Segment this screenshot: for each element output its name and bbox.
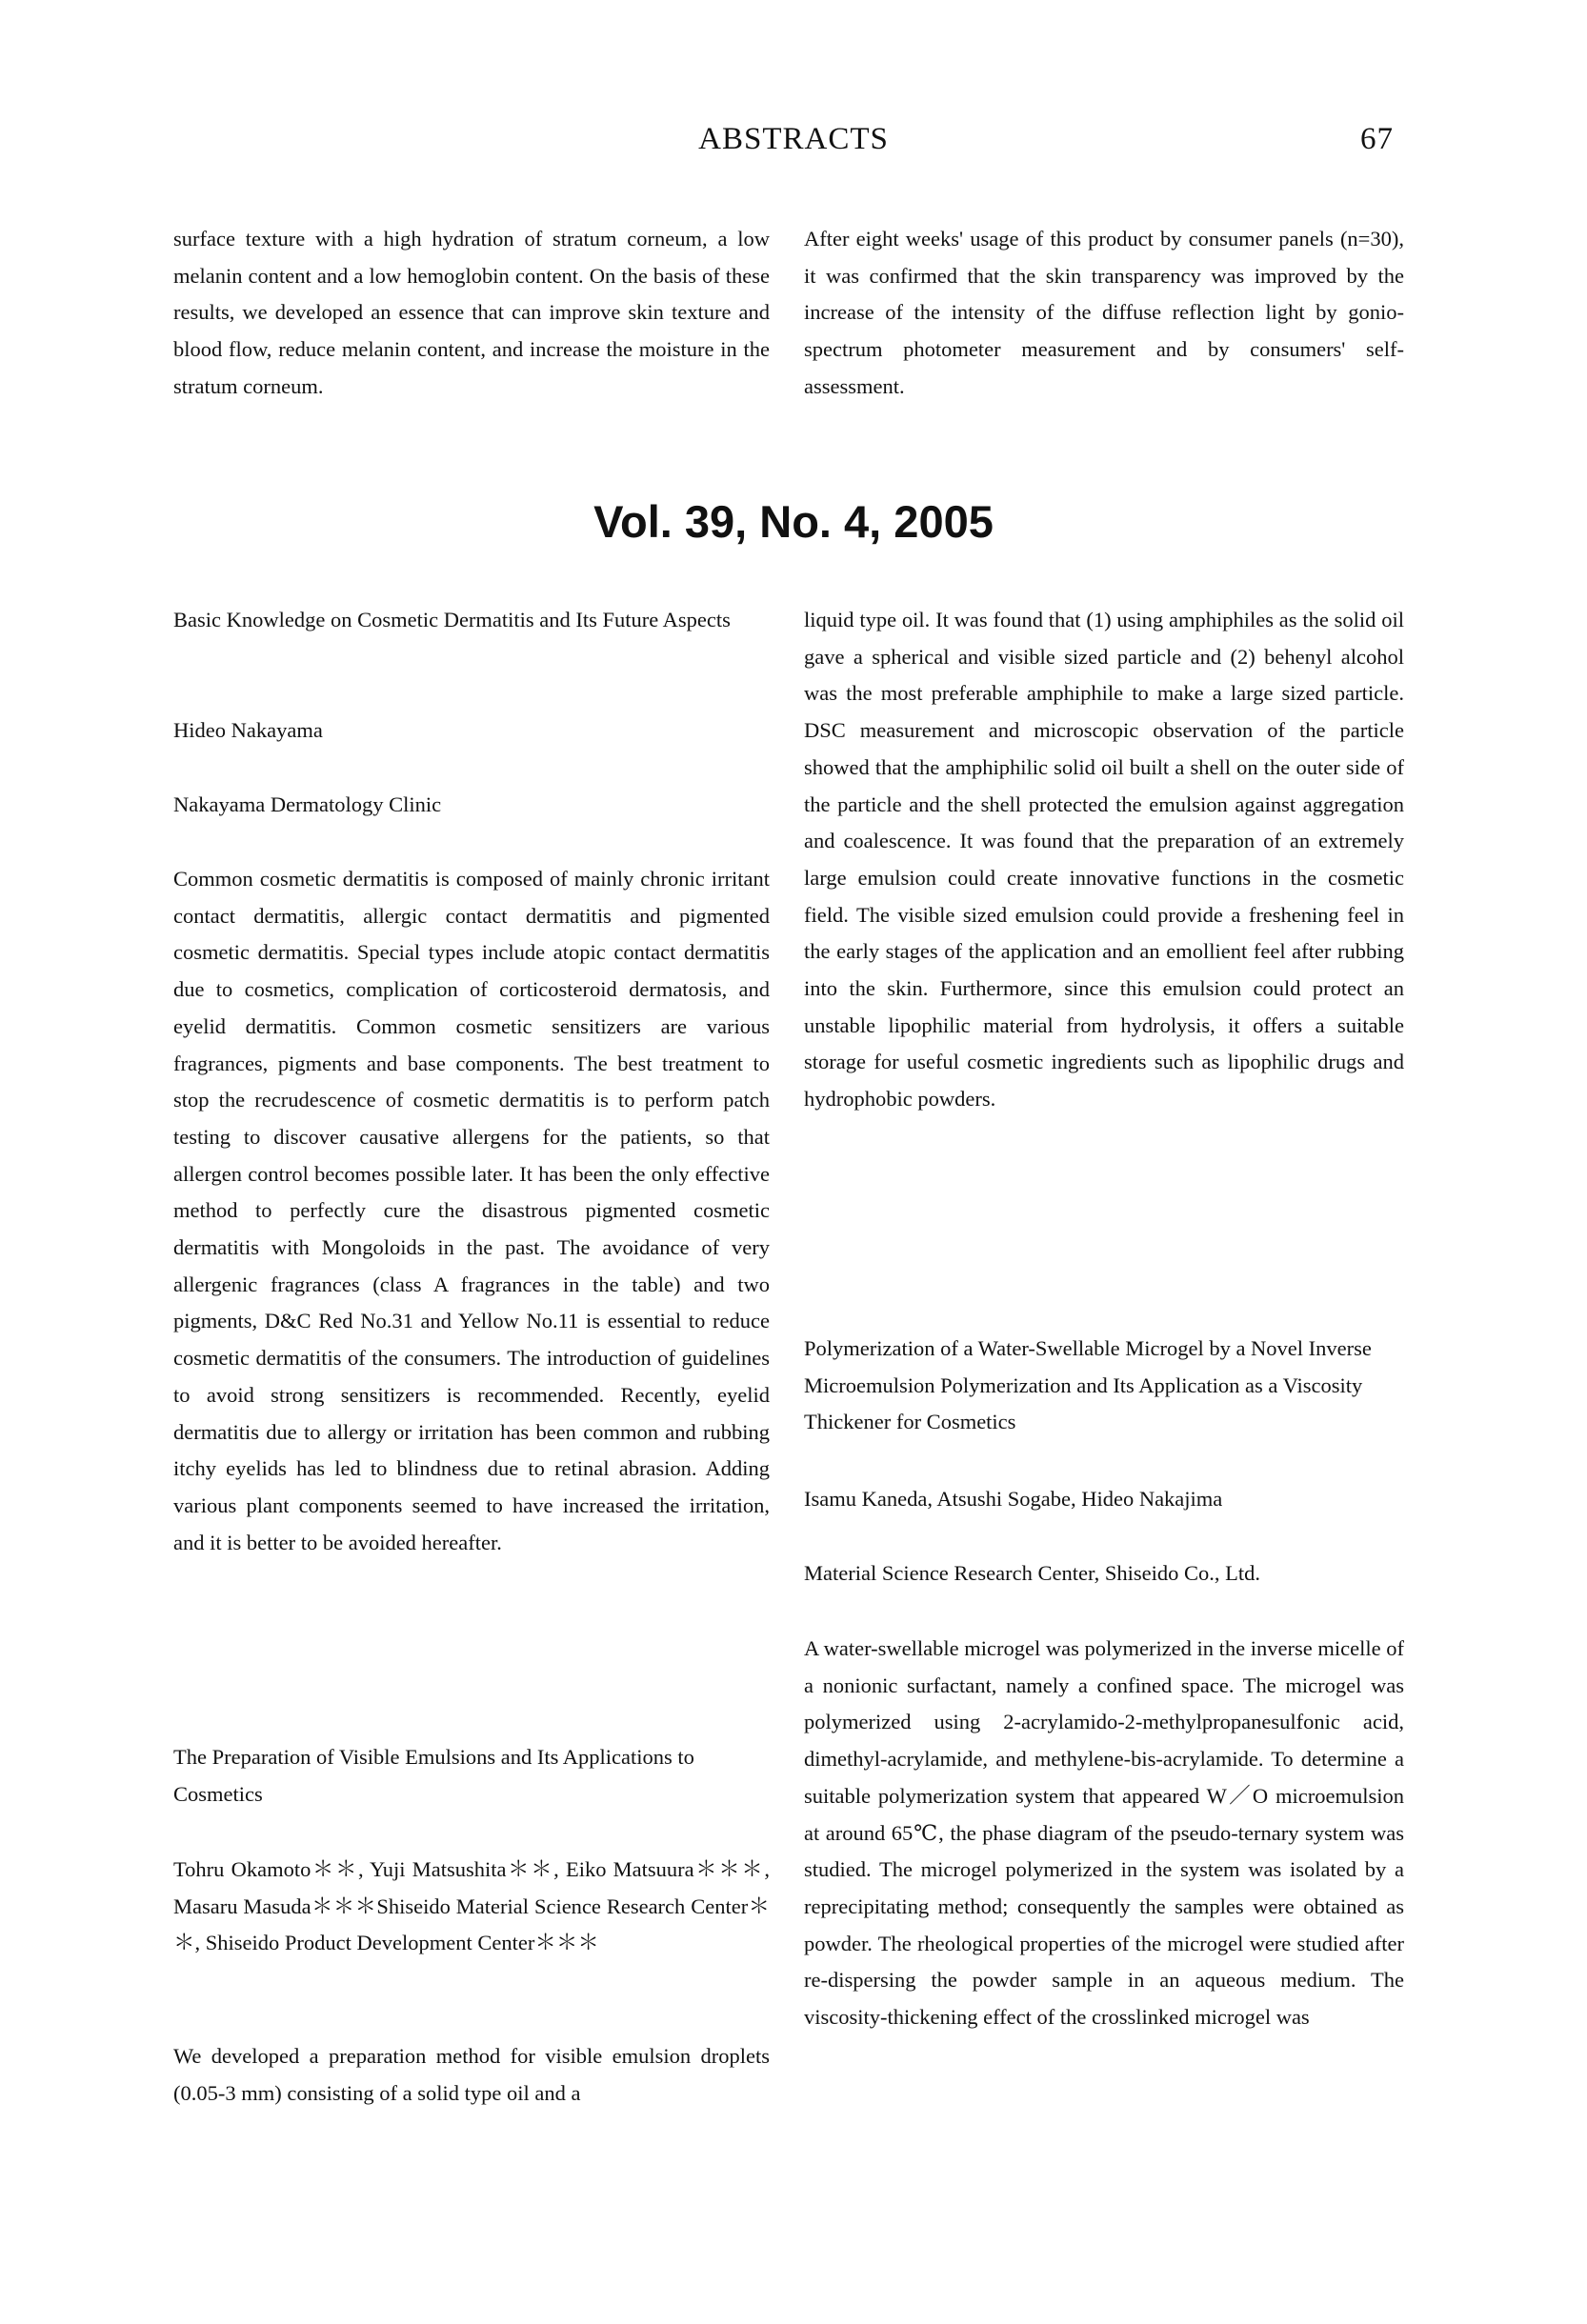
article-2-title: The Preparation of Visible Emulsions and Its Applications to Cosmetics [173, 1745, 694, 1806]
previous-abstract-right: After eight weeks' usage of this product by consumer panels (n=30), it was confirmed that the skin transparency was improved by the increase of the intensity of the diffuse reflection light by gonio-spectrum photometer measurement and by consumers' self-assessment. [804, 227, 1404, 398]
article-1-title: Basic Knowledge on Cosmetic Dermatitis and Its Future Aspects [173, 608, 731, 631]
article-3-title: Polymerization of a Water-Swellable Microgel by a Novel Inverse Microemulsion Polymerization and Its Application as a Viscosity Thickener for Cosmetics [804, 1336, 1372, 1434]
article-1-abstract: Common cosmetic dermatitis is composed of mainly chronic irritant contact dermatitis, allergic contact dermatitis and pigmented cosmetic dermatitis. Special types include atopic contact dermatitis due to cosmetics, complication of corticosteroid dermatosis, and eyelid dermatitis. Common cosmetic sensitizers are various fragrances, pigments and base components. The best treatment to stop the recrudescence of cosmetic dermatitis is to perform patch testing to discover causative allergens for the patients, so that allergen control becomes possible later. It has been the only effective method to perfectly cure the disastrous pigmented cosmetic dermatitis with Mongoloids in the past. The avoidance of very allergenic fragrances (class A fragrances in the table) and two pigments, D&C Red No.31 and Yellow No.11 is essential to reduce cosmetic dermatitis of the consumers. The introduction of guidelines to avoid strong sensitizers is recommended. Recently, eyelid dermatitis due to allergy or irritation has been common and rubbing itchy eyelids has led to blindness due to retinal abrasion. Adding various plant components seemed to have increased the irritation, and it is better to be avoided hereafter. [173, 867, 770, 1554]
article-2-abstract-continued: liquid type oil. It was found that (1) using amphiphiles as the solid oil gave a spherical and visible sized particle and (2) behenyl alcohol was the most preferable amphiphile to make a large sized particle. DSC measurement and microscopic observation of the particle showed that the amphiphilic solid oil built a shell on the outer side of the particle and the shell protected the emulsion against aggregation and coalescence. It was found that the preparation of an extremely large emulsion could create innovative functions in the cosmetic field. The visible sized emulsion could provide a freshening feel in the early stages of the application and an emollient feel after rubbing into the skin. Furthermore, since this emulsion could protect an unstable lipophilic material from hydrolysis, it offers a suitable storage for useful cosmetic ingredients such as lipophilic drugs and hydrophobic powders. [804, 608, 1404, 1112]
previous-abstract-left: surface texture with a high hydration of stratum corneum, a low melanin content and a low hemoglobin content. On the basis of these results, we developed an essence that can improve skin texture and blood flow, reduce melanin content, and increase the moisture in the stratum corneum. [173, 227, 770, 398]
article-1-authors: Hideo Nakayama [173, 718, 323, 742]
article-2-abstract-start: We developed a preparation method for visible emulsion droplets (0.05-3 mm) consisting of a solid type oil and a [173, 2044, 770, 2105]
article-1-affiliation: Nakayama Dermatology Clinic [173, 792, 442, 816]
article-3-abstract: A water-swellable microgel was polymerized in the inverse micelle of a nonionic surfactant, namely a confined space. The microgel was polymerized using 2-acrylamido-2-methylpropanesulfonic acid, dimethyl-acrylamide, and methylene-bis-acrylamide. To determine a suitable polymerization system that appeared W／O microemulsion at around 65℃, the phase diagram of the pseudo-ternary system was studied. The microgel polymerized in the system was isolated by a reprecipitating method; consequently the samples were obtained as powder. The rheological properties of the microgel were studied after re-dispersing the powder sample in an aqueous medium. The viscosity-thickening effect of the crosslinked microgel was [804, 1636, 1404, 2030]
article-3-authors: Isamu Kaneda, Atsushi Sogabe, Hideo Nakajima [804, 1487, 1223, 1511]
page-number: 67 [1360, 122, 1394, 156]
article-3-affiliation: Material Science Research Center, Shiseido Co., Ltd. [804, 1561, 1260, 1585]
running-title: ABSTRACTS [698, 122, 889, 156]
volume-heading: Vol. 39, No. 4, 2005 [593, 496, 994, 547]
article-2-authors: Tohru Okamoto＊＊, Yuji Matsushita＊＊, Eiko Matsuura＊＊＊, Masaru Masuda＊＊＊Shiseido Material Science Research Center＊＊, Shiseido Product Development Center＊＊＊ [173, 1857, 770, 1955]
